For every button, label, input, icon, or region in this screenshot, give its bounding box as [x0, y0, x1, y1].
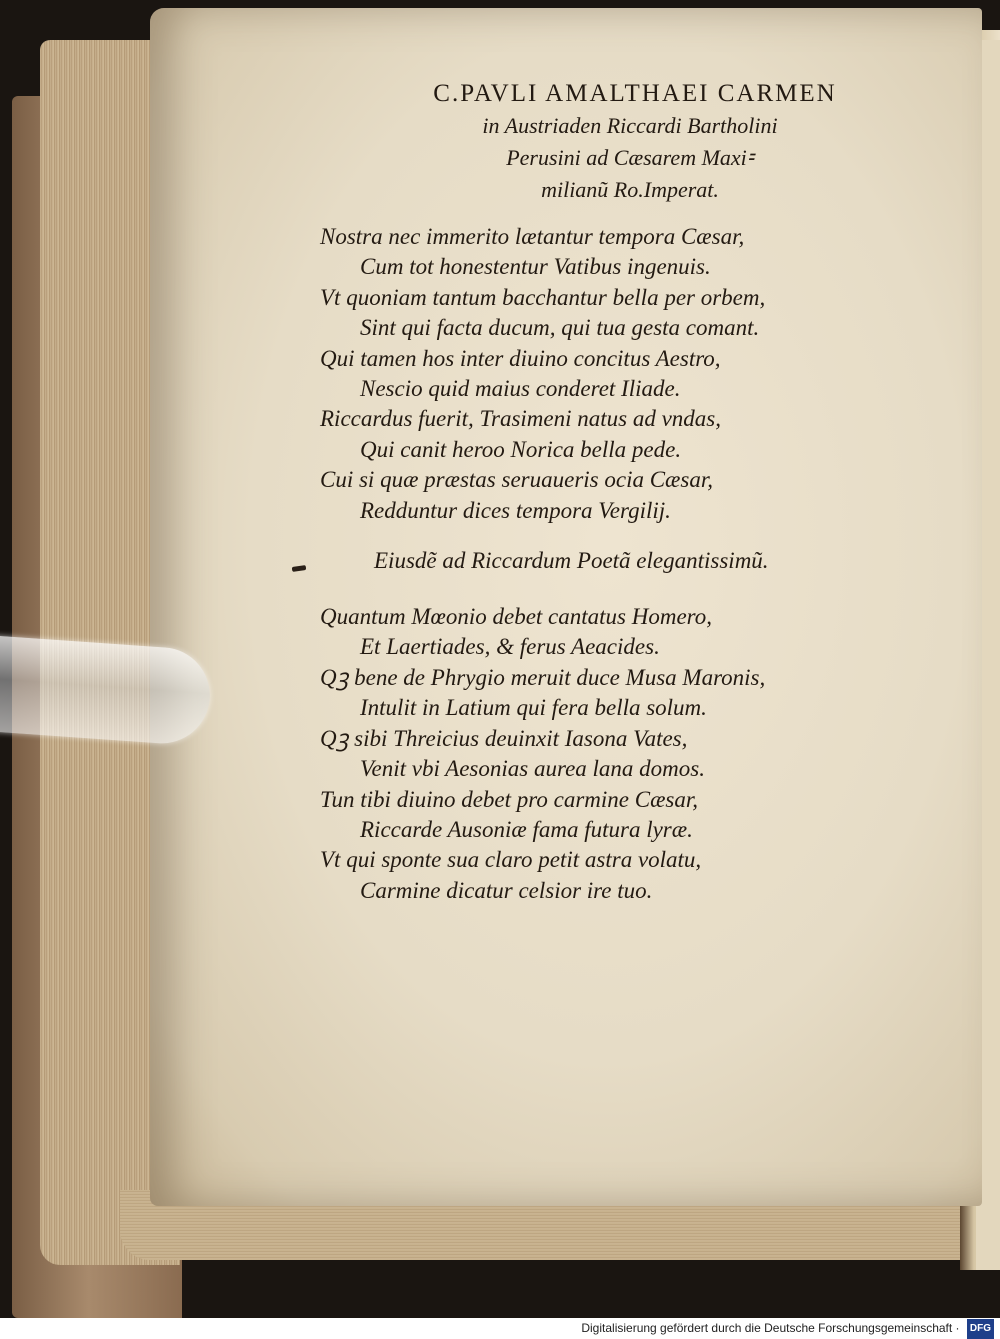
- verse-line: Tun tibi diuino debet pro carmine Cæsar,: [320, 786, 699, 812]
- verse-line: Qui canit heroo Norica bella pede.: [360, 436, 682, 462]
- verse-line: Sint qui facta ducum, qui tua gesta comant.: [360, 315, 760, 341]
- heading-line-1: C.PAVLI AMALTHAEI CARMEN: [433, 80, 837, 107]
- verse-line: Qꝫ sibi Threicius deuinxit Iasona Vates,: [320, 725, 688, 751]
- verse-line: Nostra nec immerito lætantur tempora Cæsar,: [320, 224, 745, 249]
- heading-line-2: in Austriaden Riccardi Bartholini: [482, 113, 778, 138]
- heading-line-4: milianũ Ro.Imperat.: [541, 177, 719, 202]
- verse-line: Cum tot honestentur Vatibus ingenuis.: [360, 254, 711, 280]
- verse-line: Qꝫ bene de Phrygio meruit duce Musa Maronis,: [320, 664, 766, 690]
- page-text: [320, 78, 880, 906]
- page-clamp: [0, 633, 213, 746]
- verse-line: Riccardus fuerit, Trasimeni natus ad vndas,: [320, 406, 722, 432]
- verse-line: Redduntur dices tempora Vergilij.: [360, 497, 671, 523]
- verse-line: Intulit in Latium qui fera bella solum.: [360, 695, 707, 721]
- poem-2-title: Eiusdẽ ad Riccardum Poetã elegantissimũ.: [374, 548, 769, 574]
- footer-credit: Digitalisierung gefördert durch die Deutsche Forschungsgemeinschaft ·: [581, 1321, 960, 1335]
- poem-1: [320, 222, 880, 526]
- verse-line: Vt quoniam tantum bacchantur bella per orbem,: [320, 284, 766, 310]
- verse-line: Quantum Mœonio debet cantatus Homero,: [320, 604, 713, 630]
- verse-line: Riccarde Ausoniæ fama futura lyræ.: [360, 816, 693, 842]
- verse-line: Et Laertiades, & ferus Aeacides.: [360, 634, 660, 660]
- verse-line: Carmine dicatur celsior ire tuo.: [360, 877, 653, 903]
- verse-line: Qui tamen hos inter diuino concitus Aestro,: [320, 345, 721, 371]
- verse-line: Vt qui sponte sua claro petit astra volatu,: [320, 847, 702, 873]
- digitization-footer: [0, 1318, 1000, 1338]
- poem-heading: [320, 78, 880, 206]
- dfg-logo: DFG: [967, 1319, 994, 1339]
- heading-line-3: Perusini ad Cæsarem Maxi⹀: [506, 145, 754, 170]
- poem-2: [320, 602, 880, 906]
- verse-line: Cui si quæ præstas seruaueris ocia Cæsar,: [320, 467, 713, 493]
- verse-line: Venit vbi Aesonias aurea lana domos.: [360, 756, 705, 782]
- verse-line: Nescio quid maius conderet Iliade.: [360, 376, 681, 402]
